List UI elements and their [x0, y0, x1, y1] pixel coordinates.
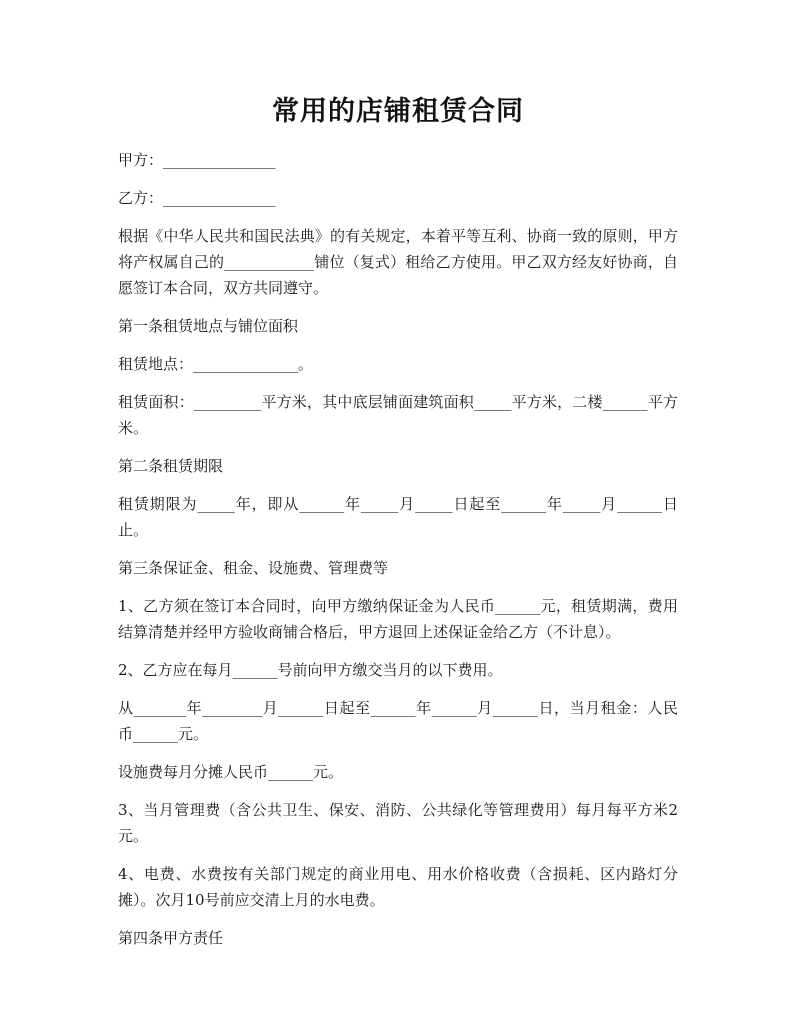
article-2-heading: 第二条租赁期限 — [118, 457, 224, 475]
utilities-clause: 4、电费、水费按有关部门规定的商业用电、用水价格收费（含损耗、区内路灯分摊）。次月10号前应交清上月的水电费。 — [118, 865, 678, 909]
article-4-heading: 第四条甲方责任 — [118, 929, 224, 947]
party-b-line: 乙方：_______________ — [118, 189, 276, 207]
article-1-heading: 第一条租赁地点与铺位面积 — [118, 317, 299, 335]
monthly-payment-clause: 2、乙方应在每月______号前向甲方缴交当月的以下费用。 — [118, 661, 503, 679]
party-a-line: 甲方：_______________ — [118, 151, 276, 169]
deposit-clause: 1、乙方须在签订本合同时，向甲方缴纳保证金为人民币______元，租赁期满，费用结算清楚并经甲方验收商铺合格后，甲方退回上述保证金给乙方（不计息）。 — [118, 597, 678, 641]
lease-location-line: 租赁地点：______________。 — [118, 355, 314, 373]
lease-term-line: 租赁期限为_____年，即从______年_____月_____日起至______年_____月______日止。 — [118, 495, 678, 539]
facility-fee-line: 设施费每月分摊人民币______元。 — [118, 763, 344, 781]
management-fee-clause: 3、当月管理费（含公共卫生、保安、消防、公共绿化等管理费用）每月每平方米2元。 — [118, 801, 678, 845]
article-3-heading: 第三条保证金、租金、设施费、管理费等 — [118, 559, 389, 577]
lease-area-line: 租赁面积：_________平方米，其中底层铺面建筑面积_____平方米，二楼______平方米。 — [118, 393, 678, 437]
rent-period-line: 从_______年________月______日起至______年______月______日，当月租金：人民币______元。 — [118, 699, 678, 743]
document-title: 常用的店铺租赁合同 — [272, 96, 524, 127]
preamble-paragraph: 根据《中华人民共和国民法典》的有关规定，本着平等互利、协商一致的原则，甲方将产权属自己的____________铺位（复式）租给乙方使用。甲乙双方经友好协商，自愿签订本合同，双方共同遵守。 — [118, 227, 678, 297]
